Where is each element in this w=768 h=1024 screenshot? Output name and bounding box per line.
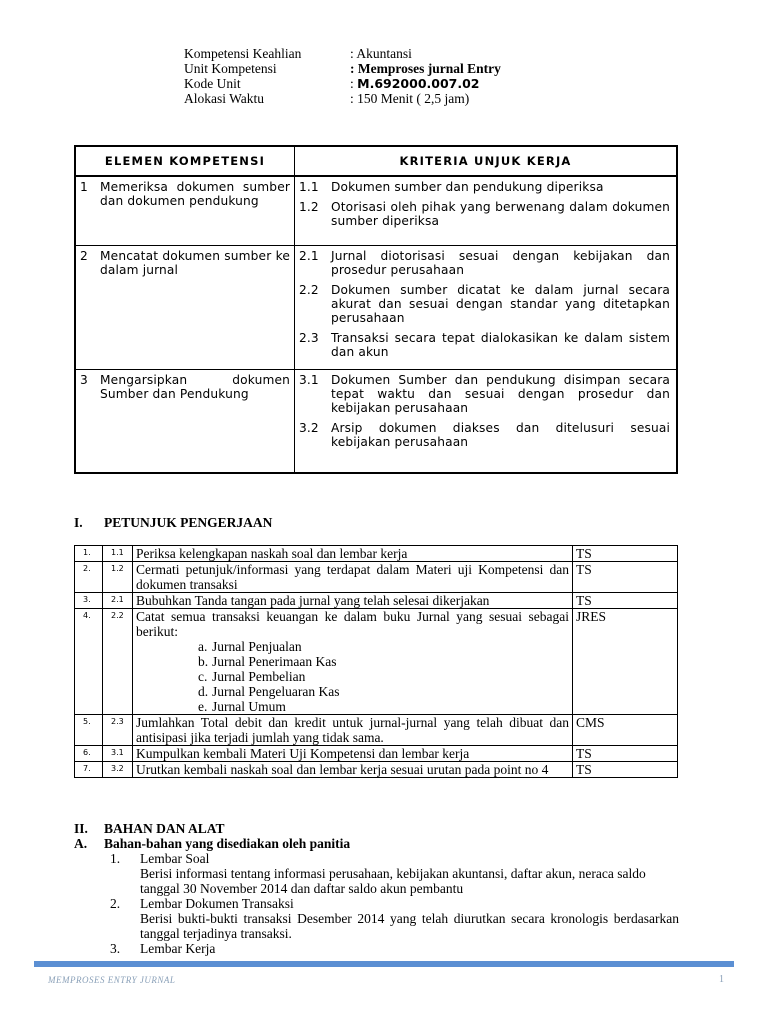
item-number: 1.: [110, 851, 121, 866]
list-item: b. Jurnal Penerimaan Kas: [198, 654, 337, 669]
competency-table: [74, 145, 678, 474]
elemen-item: [76, 370, 294, 401]
row-subnumber: 1.2: [103, 562, 133, 593]
table-row: [75, 609, 678, 715]
subsection-title: Bahan-bahan yang disediakan oleh panitia: [104, 836, 351, 851]
kriteria-text: Arsip dokumen diakses dan ditelusuri sesuai kebijakan perusahaan: [331, 420, 670, 449]
row-text: Catat semua transaksi keuangan ke dalam buku Jurnal yang sesuai sebagai berikut:: [136, 609, 569, 639]
kriteria-text: Transaksi secara tepat dialokasikan ke dalam sistem dan akun: [331, 330, 670, 359]
kriteria-item: [299, 180, 670, 194]
kriteria-number: 2.1: [299, 248, 319, 263]
table-row: [75, 762, 678, 778]
header-kriteria-unjuk-kerja: KRITERIA UNJUK KERJA: [295, 146, 678, 176]
list-item: d. Jurnal Pengeluaran Kas: [198, 684, 340, 699]
row-code: TS: [573, 546, 678, 562]
list-item: [74, 851, 679, 866]
instruction-table: [74, 545, 678, 778]
row-text: Kumpulkan kembali Materi Uji Kompetensi dan lembar kerja: [133, 746, 573, 762]
list-item: [74, 941, 679, 956]
section-title: PETUNJUK PENGERJAAN: [104, 515, 273, 530]
header-row-kode: [184, 76, 501, 91]
row-subnumber: 2.1: [103, 593, 133, 609]
row-text: Jumlahkan Total debit dan kredit untuk jurnal-jurnal yang telah dibuat dan antisipasi jika terjadi jumlah yang tidak sama.: [133, 715, 573, 746]
kriteria-text: Dokumen Sumber dan pendukung disimpan secara tepat waktu dan sesuai dengan prosedur dan kebijakan perusahaan: [331, 372, 670, 415]
row-number: 1.: [75, 546, 103, 562]
row-code: CMS: [573, 715, 678, 746]
kriteria-item: [299, 373, 670, 415]
row-number: 6.: [75, 746, 103, 762]
kriteria-number: 1.2: [299, 200, 319, 214]
competency-row: [75, 245, 677, 369]
elemen-text: Mengarsipkan dokumen Sumber dan Pendukung: [100, 372, 290, 401]
kriteria-item: [299, 283, 670, 325]
row-subnumber: 3.1: [103, 746, 133, 762]
table-row: [75, 546, 678, 562]
footer-bar: [34, 961, 734, 967]
value-unit-kompetensi: : Memproses jurnal Entry: [350, 61, 501, 76]
value-kode-unit-prefix: :: [350, 76, 358, 91]
elemen-number: 2: [80, 248, 88, 263]
kriteria-number: 2.3: [299, 330, 319, 345]
row-code: TS: [573, 593, 678, 609]
header-row-unit: [184, 61, 501, 76]
row-subnumber: 2.3: [103, 715, 133, 746]
kriteria-item: [299, 421, 670, 449]
elemen-item: [76, 177, 294, 208]
row-text: Urutkan kembali naskah soal dan lembar kerja sesuai urutan pada point no 4: [133, 762, 573, 778]
section-title: BAHAN DAN ALAT: [104, 821, 225, 836]
label-kode-unit: Kode Unit: [184, 76, 241, 91]
list-item: [74, 896, 679, 911]
list-item: e. Jurnal Umum: [198, 699, 286, 714]
row-text: Bubuhkan Tanda tangan pada jurnal yang telah selesai dikerjakan: [133, 593, 573, 609]
item-title: Lembar Dokumen Transaksi: [140, 896, 294, 911]
section-heading-petunjuk: [74, 515, 272, 531]
elemen-item: [76, 246, 294, 277]
item-description: Berisi bukti-bukti transaksi Desember 2014 yang telah diurutkan secara kronologis berdasarkan tanggal terjadinya transaksi.: [140, 911, 679, 941]
section-heading-bahan: [74, 821, 225, 837]
kriteria-item: [299, 200, 670, 228]
table-row: [75, 593, 678, 609]
item-title: Lembar Soal: [140, 851, 210, 866]
kriteria-number: 3.1: [299, 372, 319, 387]
document-header: [184, 46, 501, 106]
kriteria-text: Jurnal diotorisasi sesuai dengan kebijakan dan prosedur perusahaan: [331, 248, 670, 277]
item-number: 2.: [110, 896, 121, 911]
row-number: 3.: [75, 593, 103, 609]
header-elemen-kompetensi: ELEMEN KOMPETENSI: [75, 146, 295, 176]
journal-list: [136, 639, 569, 714]
kriteria-number: 2.2: [299, 282, 319, 297]
elemen-text: Mencatat dokumen sumber ke dalam jurnal: [100, 248, 290, 277]
label-kompetensi-keahlian: Kompetensi Keahlian: [184, 46, 302, 61]
row-code: JRES: [573, 609, 678, 715]
kriteria-number: 1.1: [299, 180, 319, 194]
list-item: a. Jurnal Penjualan: [198, 639, 302, 654]
row-code: TS: [573, 562, 678, 593]
kriteria-text: Dokumen sumber dan pendukung diperiksa: [331, 180, 604, 194]
row-text: Cermati petunjuk/informasi yang terdapat dalam Materi uji Kompetensi dan dokumen transaksi: [133, 562, 573, 593]
section-number: I.: [74, 515, 83, 530]
row-number: 2.: [75, 562, 103, 593]
page-number: 1: [719, 974, 724, 985]
subsection-heading: [74, 836, 679, 851]
header-row-kompetensi: [184, 46, 501, 61]
value-kode-unit: M.692000.007.02: [357, 76, 480, 91]
competency-table-header: [75, 146, 677, 176]
value-alokasi-waktu: : 150 Menit ( 2,5 jam): [350, 91, 470, 106]
elemen-number: 1: [80, 180, 88, 194]
row-number: 4.: [75, 609, 103, 715]
row-number: 5.: [75, 715, 103, 746]
label-alokasi-waktu: Alokasi Waktu: [184, 91, 265, 106]
row-code: TS: [573, 762, 678, 778]
competency-row: [75, 176, 677, 245]
header-row-alokasi: [184, 91, 501, 106]
table-row: [75, 562, 678, 593]
row-text: Periksa kelengkapan naskah soal dan lembar kerja: [133, 546, 573, 562]
subsection-letter: A.: [74, 836, 88, 851]
table-row: [75, 715, 678, 746]
table-row: [75, 746, 678, 762]
label-unit-kompetensi: Unit Kompetensi: [184, 61, 277, 76]
item-description: Berisi informasi tentang informasi perusahaan, kebijakan akuntansi, daftar akun, neraca saldo tanggal 30 November 2014 dan daftar saldo akun pembantu: [140, 866, 646, 896]
section-number: II.: [74, 821, 88, 836]
item-number: 3.: [110, 941, 121, 956]
kriteria-item: [299, 331, 670, 359]
row-code: TS: [573, 746, 678, 762]
item-title: Lembar Kerja: [140, 941, 216, 956]
kriteria-text: Otorisasi oleh pihak yang berwenang dalam dokumen sumber diperiksa: [331, 200, 670, 228]
row-subnumber: 1.1: [103, 546, 133, 562]
kriteria-item: [299, 249, 670, 277]
competency-row: [75, 369, 677, 473]
kriteria-number: 3.2: [299, 420, 319, 435]
elemen-text: Memeriksa dokumen sumber dan dokumen pendukung: [100, 180, 290, 208]
value-kompetensi-keahlian: : Akuntansi: [350, 46, 412, 61]
row-number: 7.: [75, 762, 103, 778]
list-item: c. Jurnal Pembelian: [198, 669, 306, 684]
kriteria-text: Dokumen sumber dicatat ke dalam jurnal secara akurat dan sesuai dengan standar yang ditetapkan perusahaan: [331, 282, 670, 325]
elemen-number: 3: [80, 372, 88, 387]
row-subnumber: 2.2: [103, 609, 133, 715]
bahan-section: [74, 836, 679, 956]
row-subnumber: 3.2: [103, 762, 133, 778]
footer-title: MEMPROSES ENTRY JURNAL: [48, 975, 176, 985]
